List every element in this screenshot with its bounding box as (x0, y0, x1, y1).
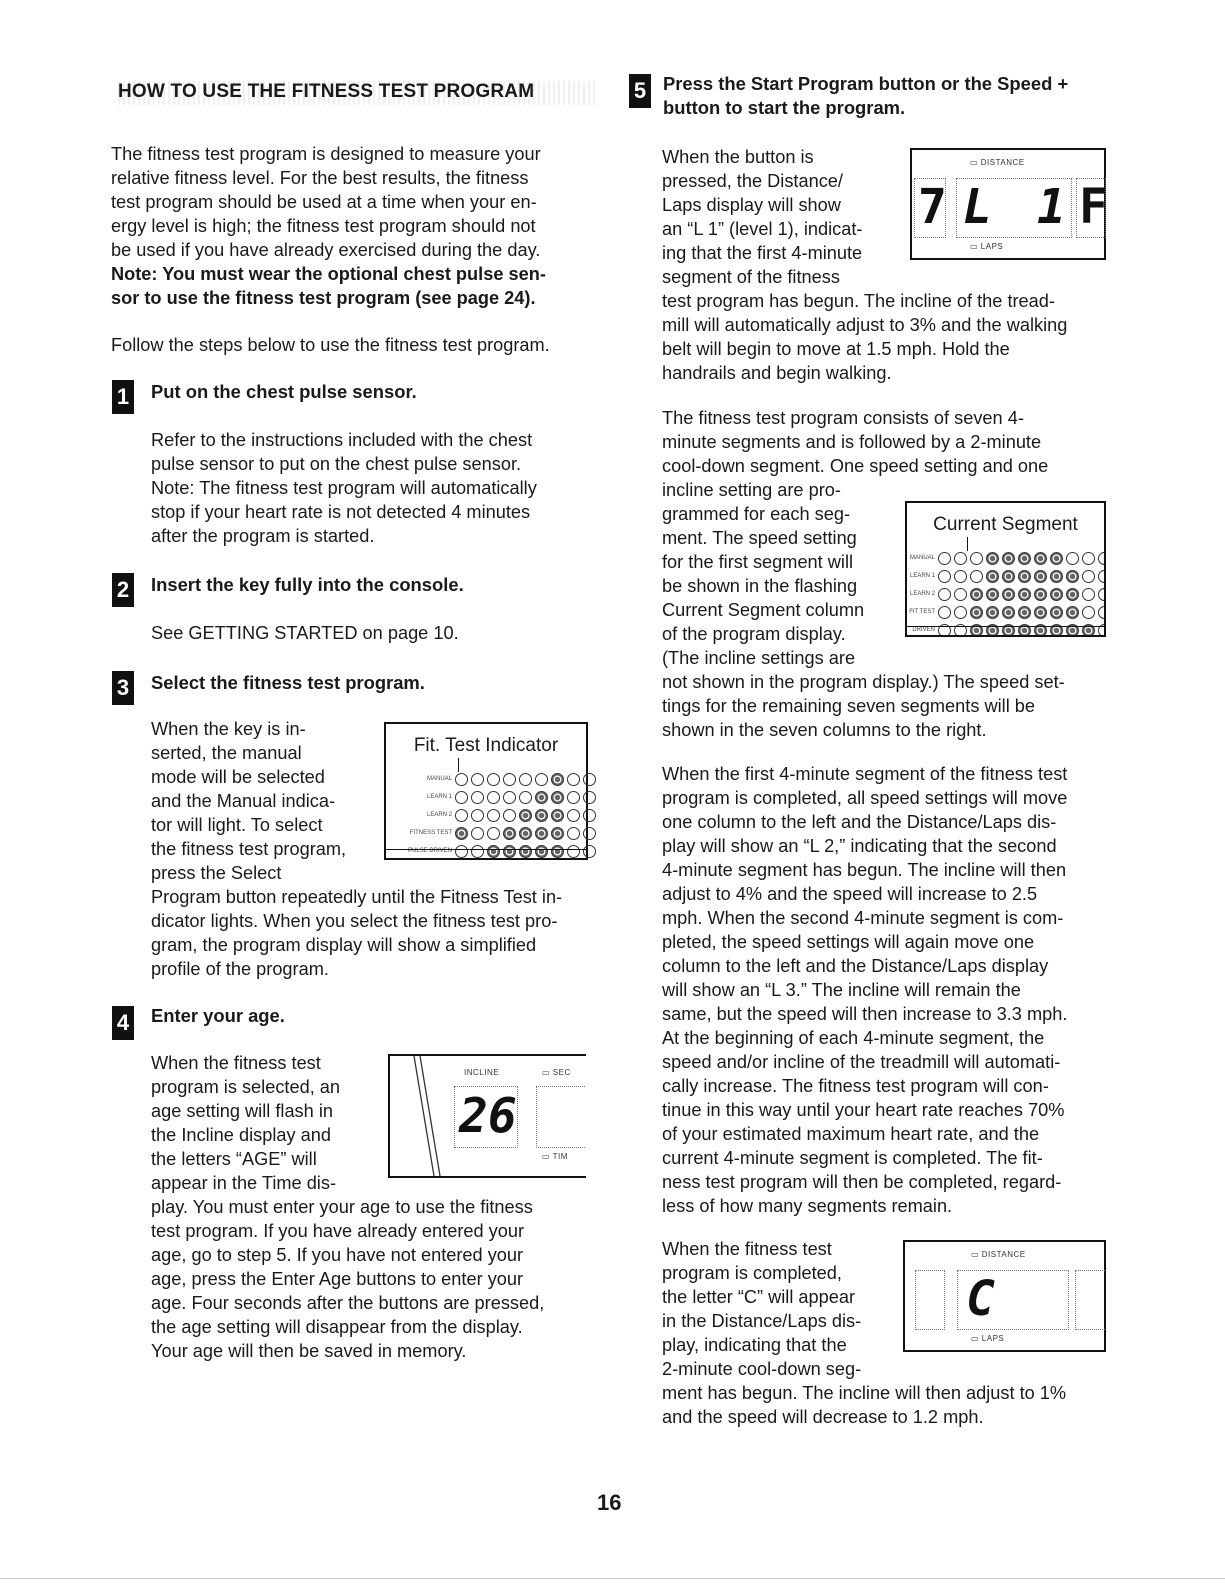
led-dot (535, 773, 548, 786)
led-dot (583, 809, 596, 822)
step-5-line: mph. When the second 4-minute segment is com- (662, 908, 1064, 928)
step-5-line: of your estimated maximum heart rate, and the (662, 1124, 1040, 1144)
fit-test-led-grid (390, 770, 599, 860)
led-dot (1082, 588, 1095, 601)
step-5-line: Laps display will show (662, 195, 841, 215)
step-4-line: age setting will flash in (151, 1101, 333, 1121)
bottom-rule (0, 1578, 1225, 1579)
step-4-line: test program. If you have already entered your (151, 1221, 525, 1241)
intro-line: relative fitness level. For the best results, the fitness (111, 168, 529, 188)
step-4-line: age. Four seconds after the buttons are pressed, (151, 1293, 545, 1313)
led-dot (503, 791, 516, 804)
step-3-line: tor will light. To select (151, 815, 323, 835)
step-5-line: At the beginning of each 4-minute segment, the (662, 1028, 1045, 1048)
led-dot-lit (551, 773, 564, 786)
time-readout (536, 1086, 585, 1148)
step-title-3: Select the fitness test program. (151, 672, 425, 693)
step-5-line: not shown in the program display.) The speed set- (662, 672, 1065, 692)
step-3-line: serted, the manual (151, 743, 302, 763)
step-5-line: mill will automatically adjust to 3% and the walking (662, 315, 1068, 335)
led-dot (970, 552, 983, 565)
led-dot-lit (1034, 606, 1047, 619)
led-row-label: FIT TEST (909, 609, 935, 615)
led-dot (938, 570, 951, 583)
step-number-2: 2 (112, 573, 134, 607)
readout-cell (957, 1270, 1069, 1330)
step-5-line: for the first segment will (662, 552, 854, 572)
readout-cooldown-letter: C (966, 1271, 995, 1327)
step-4-line: When the fitness test (151, 1053, 321, 1073)
led-dot (487, 827, 500, 840)
step-4-line: the age setting will disappear from the display. (151, 1317, 523, 1337)
led-dot (954, 570, 967, 583)
led-row (390, 770, 599, 788)
led-row-label: MANUAL (909, 555, 935, 561)
led-dot (455, 773, 468, 786)
led-dot-lit (535, 791, 548, 804)
led-dot (471, 809, 484, 822)
step-5-line: ness test program will then be completed, regard- (662, 1172, 1062, 1192)
led-dot (1082, 606, 1095, 619)
led-dot (1098, 588, 1106, 601)
step-1-line: after the program is started. (151, 526, 375, 546)
led-row-label: MANUAL (426, 776, 452, 782)
figure-base-line (386, 849, 586, 858)
readout-cell (1075, 1270, 1105, 1330)
led-dot (503, 773, 516, 786)
page-heading (118, 81, 596, 105)
led-dot (583, 791, 596, 804)
step-1-line: Refer to the instructions included with the chest (151, 430, 533, 450)
step-4-line: play. You must enter your age to use the fitness (151, 1197, 533, 1217)
led-dot-lit (986, 606, 999, 619)
led-dot (583, 827, 596, 840)
readout-level-number: 1 (1037, 179, 1066, 235)
led-dot (567, 773, 580, 786)
led-dot-lit (551, 809, 564, 822)
led-dot (938, 588, 951, 601)
led-dot (954, 588, 967, 601)
step-5-line: cally increase. The fitness test program will con- (662, 1076, 1049, 1096)
led-dot-lit (1018, 588, 1031, 601)
step-3-line: and the Manual indica- (151, 791, 336, 811)
step-4-line: age, press the Enter Age buttons to enter your (151, 1269, 524, 1289)
step-title-2: Insert the key fully into the console. (151, 574, 464, 595)
led-dot (970, 570, 983, 583)
led-row-label: FITNESS TEST (409, 830, 452, 836)
step-5-line: adjust to 4% and the speed will increase to 2.5 (662, 884, 1038, 904)
step-5-line: test program has begun. The incline of the tread- (662, 291, 1055, 311)
step-5-line: be shown in the flashing (662, 576, 858, 596)
step-3-line: gram, the program display will show a simplified (151, 935, 537, 955)
led-dot-lit (519, 827, 532, 840)
led-dot (455, 809, 468, 822)
step-5-line: 2-minute cool-down seg- (662, 1359, 862, 1379)
led-dot-lit (503, 827, 516, 840)
led-dot-lit (1066, 570, 1079, 583)
step-title-5-line2: button to start the program. (663, 97, 906, 118)
step-5-line: an “L 1” (level 1), indicat- (662, 219, 863, 239)
current-segment-led-grid (905, 549, 1106, 637)
step-5-line: the letter “C” will appear (662, 1287, 856, 1307)
led-row-label: LEARN 1 (426, 794, 452, 800)
step-5-line: When the fitness test (662, 1239, 832, 1259)
step-5-line: When the button is (662, 147, 814, 167)
led-dot-lit (535, 827, 548, 840)
step-4-line: the Incline display and (151, 1125, 331, 1145)
step-3-line: When the key is in- (151, 719, 306, 739)
step-title-5-line1: Press the Start Program button or the Speed + (663, 73, 1069, 94)
led-dot (487, 809, 500, 822)
laps-label-text: LAPS (980, 242, 1004, 251)
led-row (905, 585, 1106, 603)
step-3-line: dicator lights. When you select the fitness test pro- (151, 911, 558, 931)
readout-cell (914, 178, 946, 238)
led-dot (938, 606, 951, 619)
time-label: ▭ TIM (542, 1152, 568, 1161)
step-3-line: profile of the program. (151, 959, 329, 979)
led-dot (487, 773, 500, 786)
led-dot (567, 827, 580, 840)
led-row (905, 549, 1106, 567)
led-dot-lit (986, 552, 999, 565)
step-4-line: appear in the Time dis- (151, 1173, 337, 1193)
step-5-line: (The incline settings are (662, 648, 856, 668)
laps-label: ▭ LAPS (970, 242, 1004, 251)
incline-label: INCLINE (464, 1068, 500, 1077)
step-number-1: 1 (112, 380, 134, 414)
current-segment-figure (905, 501, 1106, 637)
step-5-line: tinue in this way until your heart rate reaches 70% (662, 1100, 1065, 1120)
step-5-line: incline setting are pro- (662, 480, 841, 500)
led-dot-lit (1002, 588, 1015, 601)
intro-line: The fitness test program is designed to measure your (111, 144, 541, 164)
step-4-line: age, go to step 5. If you have not entered your (151, 1245, 524, 1265)
step-2-line: See GETTING STARTED on page 10. (151, 623, 459, 643)
led-dot (583, 773, 596, 786)
led-dot-lit (970, 588, 983, 601)
led-dot-lit (1050, 606, 1063, 619)
led-dot (455, 791, 468, 804)
step-1-line: Note: The fitness test program will automatically (151, 478, 537, 498)
incline-readout (454, 1086, 518, 1148)
led-row-label: LEARN 2 (426, 812, 452, 818)
led-dot (567, 809, 580, 822)
led-dot (954, 606, 967, 619)
step-5-line: When the first 4-minute segment of the fitness test (662, 764, 1068, 784)
page-number: 16 (597, 1490, 622, 1515)
led-dot-lit (535, 809, 548, 822)
laps-label-text: LAPS (981, 1334, 1005, 1343)
intro-line: ergy level is high; the fitness test program should not (111, 216, 536, 236)
led-dot-lit (1002, 570, 1015, 583)
step-3-line: the fitness test program, (151, 839, 347, 859)
speed-label: ▭ SEC (542, 1068, 571, 1077)
distance-label: ▭ DISTANCE (971, 1250, 1026, 1259)
readout-cell (956, 178, 1072, 238)
led-dot (567, 791, 580, 804)
led-dot (471, 827, 484, 840)
note-line: Note: You must wear the optional chest pulse sen- (111, 264, 546, 284)
step-5-line: play will show an “L 2,” indicating that the second (662, 836, 1057, 856)
step-5-line: ing that the first 4-minute (662, 243, 863, 263)
led-dot-lit (986, 570, 999, 583)
led-dot-lit (1050, 588, 1063, 601)
led-row-label: LEARN 2 (909, 591, 935, 597)
led-dot-lit (1018, 552, 1031, 565)
step-5-line: ment. The speed setting (662, 528, 857, 548)
distance-label-text: DISTANCE (980, 158, 1025, 167)
step-3-line: Program button repeatedly until the Fitness Test in- (151, 887, 563, 907)
fit-test-indicator-title: Fit. Test Indicator (413, 735, 559, 756)
step-4-line: Your age will then be saved in memory. (151, 1341, 467, 1361)
follow-line: Follow the steps below to use the fitness test program. (111, 335, 550, 355)
step-5-line: of the program display. (662, 624, 846, 644)
led-dot-lit (1050, 570, 1063, 583)
led-dot (1082, 552, 1095, 565)
step-1-line: pulse sensor to put on the chest pulse sensor. (151, 454, 522, 474)
led-dot-lit (1034, 570, 1047, 583)
led-dot (519, 773, 532, 786)
incline-value: 26 (459, 1088, 517, 1144)
step-title-1: Put on the chest pulse sensor. (151, 381, 417, 402)
step-5-line: tings for the remaining seven segments will be (662, 696, 1036, 716)
step-5-line: segment of the fitness (662, 267, 840, 287)
led-row-label: PULSE DRIVEN (407, 848, 452, 854)
led-dot-lit (1066, 606, 1079, 619)
step-5-line: and the speed will decrease to 1.2 mph. (662, 1407, 984, 1427)
led-dot (1066, 552, 1079, 565)
led-row (390, 806, 599, 824)
led-row (905, 567, 1106, 585)
incline-display-figure (388, 1054, 586, 1178)
led-dot (519, 791, 532, 804)
led-dot-lit (1066, 588, 1079, 601)
step-5-line: current 4-minute segment is completed. The fit- (662, 1148, 1043, 1168)
step-1-line: stop if your heart rate is not detected 4 minutes (151, 502, 531, 522)
step-5-line: grammed for each seg- (662, 504, 851, 524)
led-dot-lit (1018, 570, 1031, 583)
led-dot-lit (1050, 552, 1063, 565)
step-5-line: program is completed, (662, 1263, 842, 1283)
step-5-line: will show an “L 3.” The incline will remain the (662, 980, 1021, 1000)
step-5-line: one column to the left and the Distance/Laps dis- (662, 812, 1057, 832)
distance-label-text: DISTANCE (981, 1250, 1026, 1259)
step-5-line: 4-minute segment has begun. The incline will then (662, 860, 1067, 880)
step-number-5: 5 (629, 74, 651, 108)
led-dot-lit (986, 588, 999, 601)
time-label-text: TIM (552, 1152, 568, 1161)
led-row (390, 824, 599, 842)
step-5-line: same, but the speed will then increase to 3.3 mph. (662, 1004, 1068, 1024)
step-5-line: speed and/or incline of the treadmill will automati- (662, 1052, 1061, 1072)
page-heading-text: HOW TO USE THE FITNESS TEST PROGRAM (118, 81, 535, 102)
readout-cell (915, 1270, 945, 1330)
led-dot-lit (519, 809, 532, 822)
figure-base-line (907, 626, 1104, 635)
step-5-line: handrails and begin walking. (662, 363, 892, 383)
step-5-line: The fitness test program consists of seven 4- (662, 408, 1024, 428)
led-dot (471, 773, 484, 786)
led-dot (1098, 552, 1106, 565)
led-dot-lit (455, 827, 468, 840)
step-number-3: 3 (112, 671, 134, 705)
intro-line: be used if you have already exercised during the day. (111, 240, 541, 260)
led-dot (954, 552, 967, 565)
step-5-line: cool-down segment. One speed setting and one (662, 456, 1049, 476)
led-dot (938, 552, 951, 565)
led-row (390, 788, 599, 806)
step-5-line: in the Distance/Laps dis- (662, 1311, 862, 1331)
step-5-line: minute segments and is followed by a 2-minute (662, 432, 1042, 452)
led-dot (1098, 606, 1106, 619)
step-5-line: belt will begin to move at 1.5 mph. Hold the (662, 339, 1010, 359)
step-3-line: mode will be selected (151, 767, 325, 787)
note-line: sor to use the fitness test program (see page 24). (111, 288, 536, 308)
led-dot-lit (551, 827, 564, 840)
led-dot-lit (551, 791, 564, 804)
current-segment-title: Current Segment (933, 514, 1078, 535)
step-5-line: shown in the seven columns to the right. (662, 720, 987, 740)
led-dot-lit (1002, 552, 1015, 565)
step-3-line: press the Select (151, 863, 282, 883)
led-dot-lit (1002, 606, 1015, 619)
led-dot (1098, 570, 1106, 583)
distance-laps-display-figure (910, 148, 1106, 260)
readout-level-letter: L (963, 179, 992, 235)
step-5-line: play, indicating that the (662, 1335, 847, 1355)
led-row-label: DRIVEN (912, 627, 935, 633)
step-number-4: 4 (112, 1006, 134, 1040)
led-dot-lit (1018, 606, 1031, 619)
readout-digit: F (1079, 179, 1108, 235)
led-dot (503, 809, 516, 822)
laps-label: ▭ LAPS (971, 1334, 1005, 1343)
led-dot-lit (1034, 588, 1047, 601)
step-title-4: Enter your age. (151, 1005, 285, 1026)
intro-line: test program should be used at a time when your en- (111, 192, 537, 212)
led-dot (1082, 570, 1095, 583)
readout-cell (1076, 178, 1106, 238)
led-dot (471, 791, 484, 804)
step-4-line: the letters “AGE” will (151, 1149, 317, 1169)
fit-test-indicator-figure (384, 722, 588, 860)
step-5-line: less of how many segments remain. (662, 1196, 953, 1216)
led-dot-lit (1034, 552, 1047, 565)
led-row-label: LEARN 1 (909, 573, 935, 579)
step-5-line: pleted, the speed settings will again move one (662, 932, 1035, 952)
led-row (905, 603, 1106, 621)
speed-label-text: SEC (552, 1068, 571, 1077)
step-5-line: Current Segment column (662, 600, 865, 620)
step-5-line: pressed, the Distance/ (662, 171, 843, 191)
step-4-line: program is selected, an (151, 1077, 341, 1097)
led-dot-lit (970, 606, 983, 619)
led-dot (487, 791, 500, 804)
step-5-line: ment has begun. The incline will then adjust to 1% (662, 1383, 1067, 1403)
distance-cooldown-display-figure (903, 1240, 1106, 1352)
distance-label: ▭ DISTANCE (970, 158, 1025, 167)
step-5-line: program is completed, all speed settings will move (662, 788, 1068, 808)
readout-digit: 7 (918, 179, 947, 235)
step-5-line: column to the left and the Distance/Laps display (662, 956, 1049, 976)
